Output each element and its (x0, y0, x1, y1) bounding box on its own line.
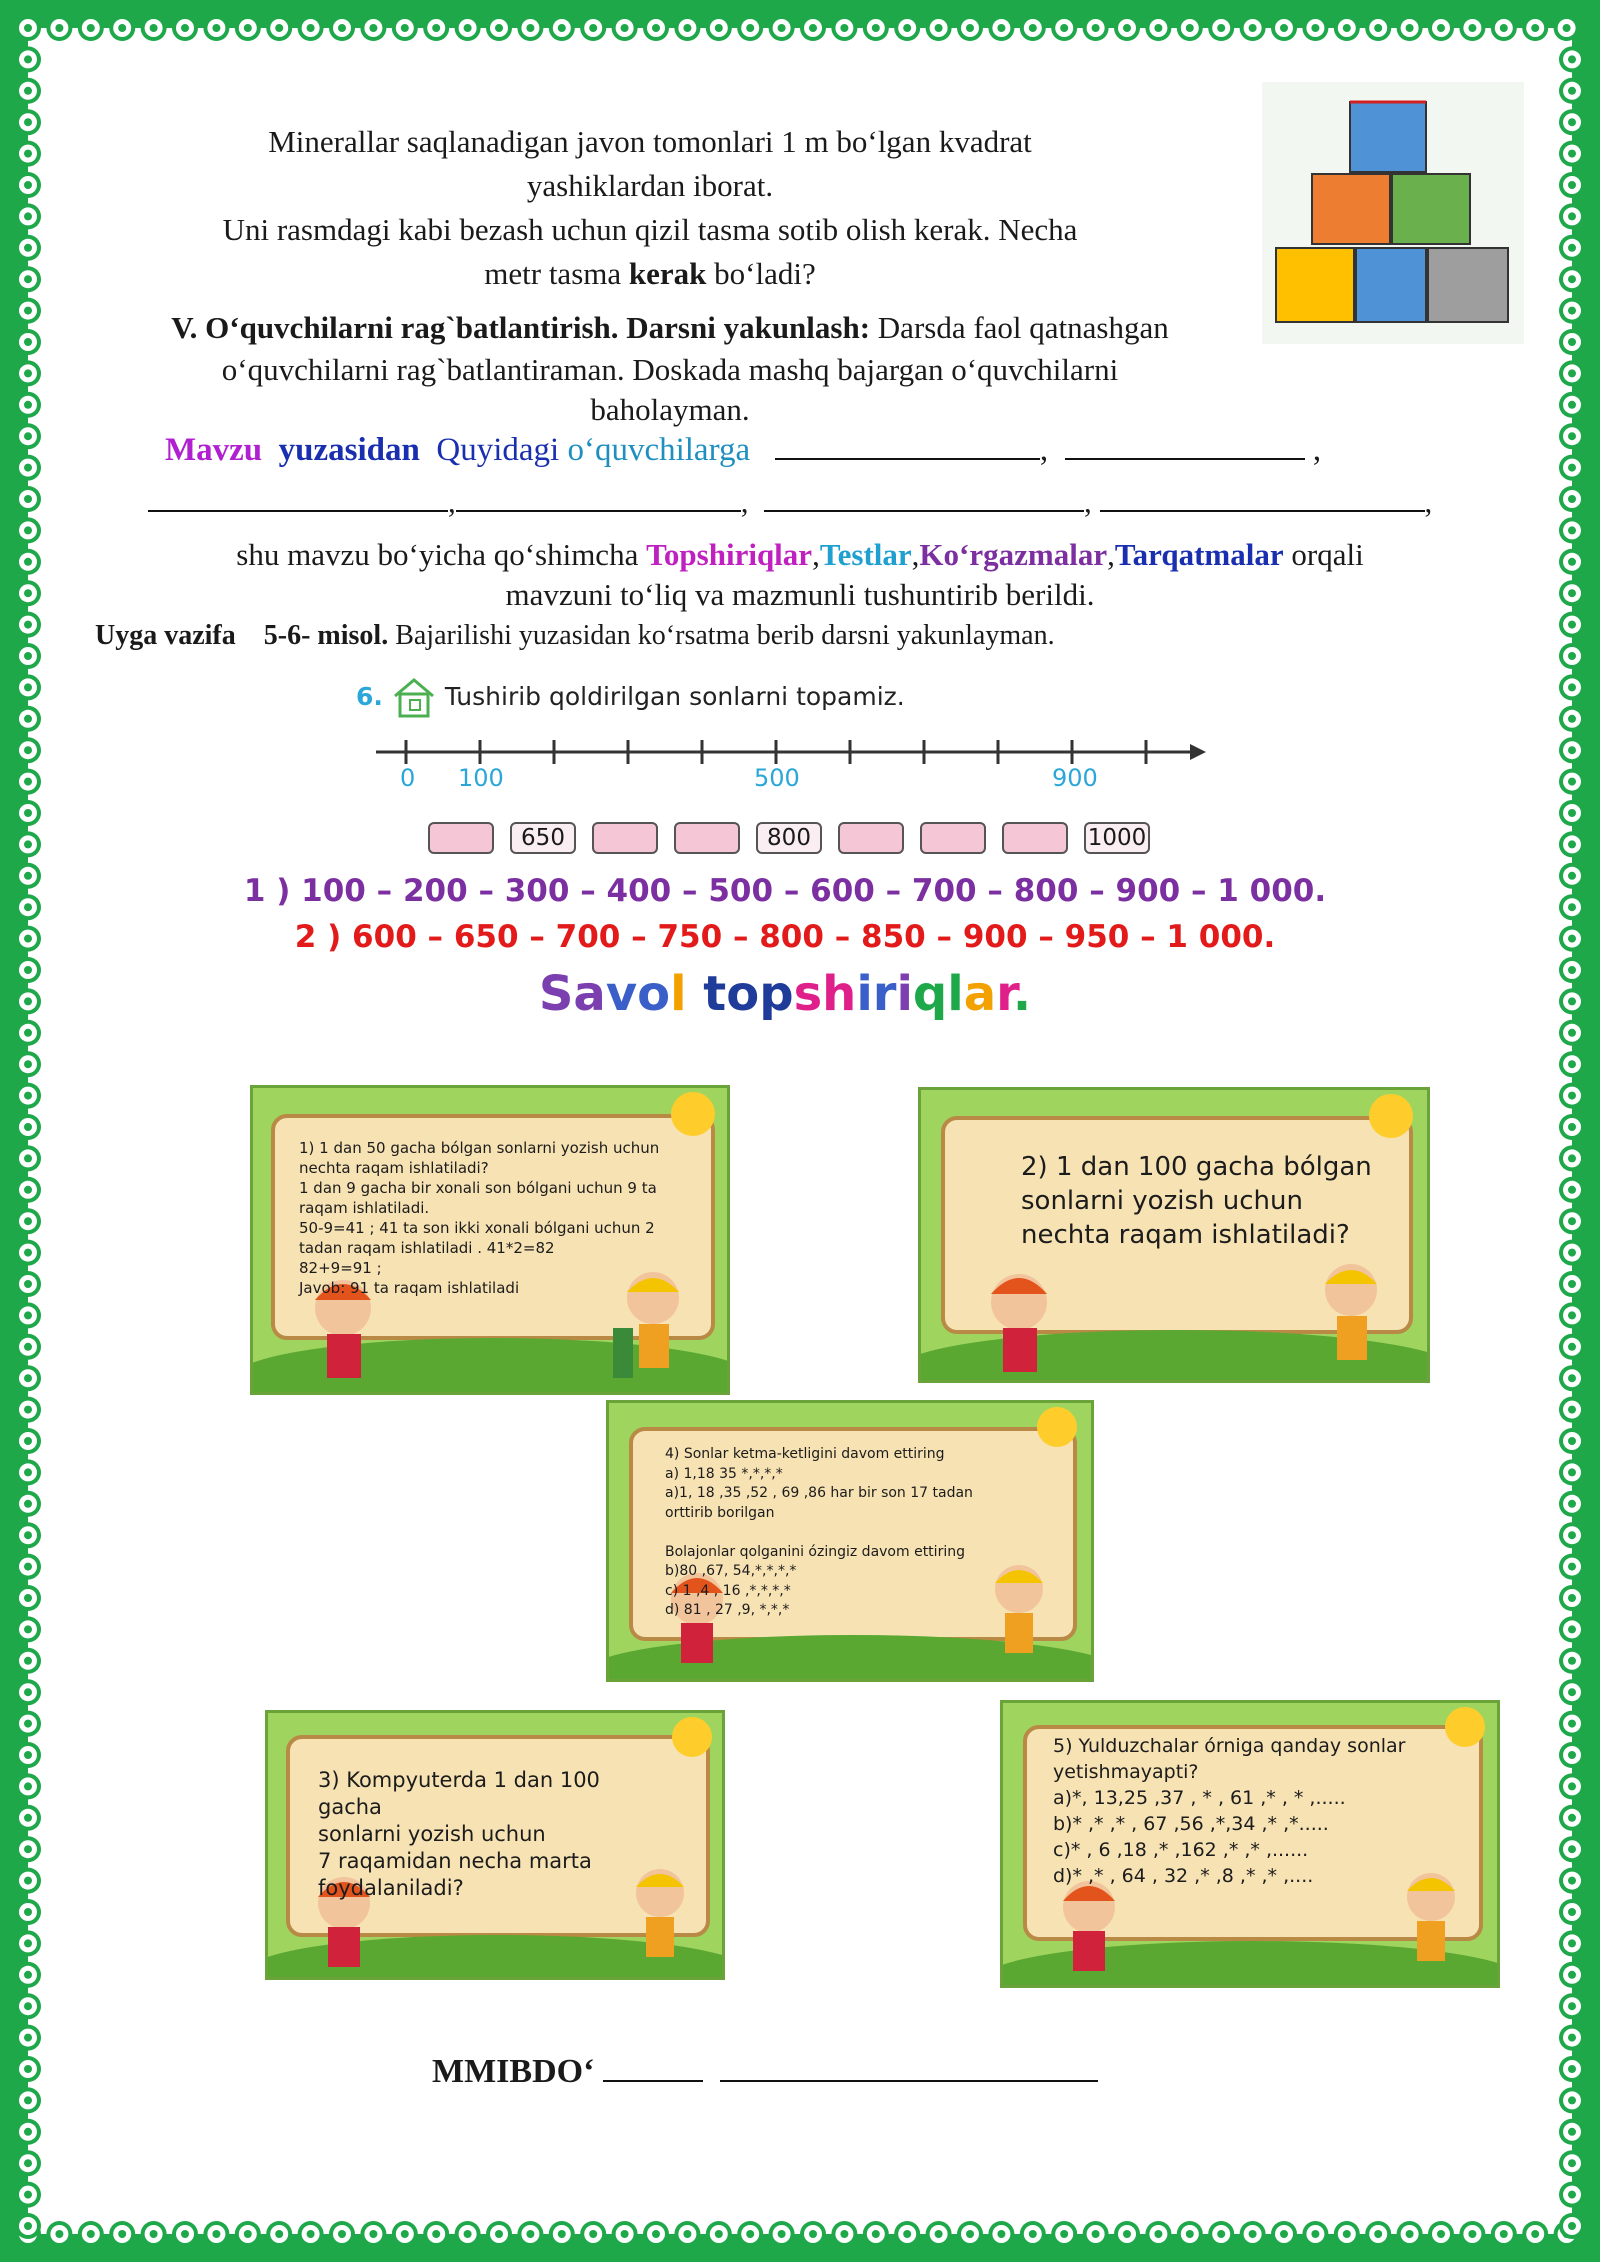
savol-heading (0, 964, 1570, 1024)
answer-box-6[interactable] (838, 822, 904, 854)
slide-4 (606, 1400, 1094, 1682)
section-5-line-3: baholayman. (590, 392, 750, 427)
savol-letter: t (703, 966, 727, 1022)
resources-line-1 (90, 534, 1510, 576)
blank-6[interactable] (1100, 480, 1425, 512)
savol-letter: p (759, 966, 794, 1022)
box-stack-image (1262, 82, 1524, 344)
comma: , (1424, 484, 1433, 519)
house-icon (391, 676, 437, 720)
answer-box-7[interactable] (920, 822, 986, 854)
problem-text (100, 120, 1200, 296)
answer-1: 1 ) 100 – 200 – 300 – 400 – 500 – 600 – 700 – 800 – 900 – 1 000. (243, 873, 1327, 909)
homework-label: Uyga vazifa (95, 620, 236, 651)
footer-blank-2[interactable] (720, 2050, 1098, 2082)
exercise-6-number: 6. (356, 682, 383, 711)
savol-letter: o (726, 966, 760, 1022)
axis-label-500: 500 (754, 764, 800, 792)
slide-5 (1000, 1700, 1500, 1988)
savol-letter: r (872, 966, 897, 1022)
comma: , (448, 484, 456, 519)
slide-2 (918, 1087, 1430, 1383)
axis-labels (0, 764, 1600, 798)
mavzu-line (165, 428, 1465, 472)
savol-letter: l (947, 966, 964, 1022)
section-5-text-1: Darsda faol qatnashgan (870, 310, 1169, 345)
savol-letter: l (670, 966, 687, 1022)
axis-label-100: 100 (458, 764, 504, 792)
blank-3[interactable] (148, 480, 448, 512)
answer-box-9: 1000 (1084, 822, 1150, 854)
slide-4-text: 4) Sonlar ketma-ketligini davom ettiring a) 1,18 35 *,*,*,* a)1, 18 ,35 ,52 , 69 ,86 har bir son 17 tadan orttirib borilgan Bolajonlar qolganini ózingiz davom ettiring b)80 ,67, 54,*,*,*,* c) 1 ,4 , 16 ,*,*,*,* d) 81 , 27 ,9, *,*,* (665, 1446, 973, 1618)
slide-1 (250, 1085, 730, 1395)
savol-letter: q (912, 966, 948, 1022)
slide-1-text: 1) 1 dan 50 gacha bólgan sonlarni yozish uchun nechta raqam ishlatiladi? 1 dan 9 gacha bir xonali son bólgani uchun 9 ta raqam ishlatiladi. 50-9=41 ; 41 ta son ikki xonali bólgani uchun 2 tadan raqam ishlatiladi . 41*2=82 82+9=91 ; Javob: 91 ta raqam ishlatiladi (299, 1139, 660, 1297)
footer-label: MMIBDO‘ (432, 2053, 595, 2090)
answer-box-2: 650 (510, 822, 576, 854)
sep: , (1107, 537, 1115, 572)
blank-1[interactable] (775, 428, 1040, 460)
resource-topshiriqlar: Topshiriqlar (646, 537, 813, 572)
homework-text: Bajarilishi yuzasidan ko‘rsatma berib darsni yakunlayman. (388, 620, 1055, 651)
blanks-line (148, 480, 1448, 524)
problem-line-1: Minerallar saqlanadigan javon tomonlari 1 m bo‘lgan kvadrat (268, 124, 1032, 159)
slide-5-text: 5) Yulduzchalar órniga qanday sonlar yetishmayapti? a)*, 13,25 ,37 , * , 61 ,* , * ,..... b)* ,* ,* , 67 ,56 ,*,34 ,* ,*..... c)* , 6 ,18 ,* ,162 ,* ,* ,...... d)* ,* , 64 , 32 ,* ,8 ,* ,* ,.... (1053, 1735, 1406, 1887)
problem-line-4 (100, 252, 1200, 296)
number-boxes (0, 822, 1600, 858)
homework-task: 5-6- misol. (263, 620, 389, 651)
savol-letter: i (856, 966, 873, 1022)
answer-box-3[interactable] (592, 822, 658, 854)
resource-testlar: Testlar (819, 537, 912, 572)
blank-5[interactable] (764, 480, 1084, 512)
sep: , (812, 537, 820, 572)
resources-suffix: orqali (1283, 537, 1364, 572)
comma: , (1039, 432, 1049, 468)
savol-letter: a (963, 966, 997, 1022)
comma: , (740, 484, 749, 519)
section-5-line-2: o‘quvchilarni rag`batlantiraman. Doskada mashq bajargan o‘quvchilarni (221, 352, 1119, 387)
axis-label-0: 0 (400, 764, 416, 792)
problem-line-4-bold: kerak (628, 256, 707, 291)
answer-box-8[interactable] (1002, 822, 1068, 854)
mavzu-word-4: o‘quvchilarga (567, 432, 751, 468)
section-5-line-1 (90, 306, 1250, 350)
answer-box-1[interactable] (428, 822, 494, 854)
sep: , (911, 537, 920, 572)
exercise-6-header (356, 676, 905, 720)
savol-letter: s (793, 966, 823, 1022)
blank-4[interactable] (456, 480, 741, 512)
savol-letter: S (538, 966, 574, 1022)
resource-korgazmalar: Ko‘rgazmalar (919, 537, 1108, 572)
problem-line-4-b: bo‘ladi? (706, 256, 816, 291)
savol-letter: a (573, 966, 606, 1022)
mavzu-word-3: Quyidagi (436, 432, 560, 468)
footer (432, 2050, 1098, 2091)
homework (95, 618, 1055, 654)
slide-3 (265, 1710, 725, 1980)
resource-tarqatmalar: Tarqatmalar (1114, 537, 1284, 572)
section-5-heading: V. O‘quvchilarni rag`batlantirish. Darsni yakunlash: (171, 310, 871, 345)
exercise-6-title: Tushirib qoldirilgan sonlarni topamiz. (444, 682, 905, 711)
resources-prefix: shu mavzu bo‘yicha qo‘shimcha (236, 537, 647, 572)
axis-label-900: 900 (1052, 764, 1098, 792)
answer-2: 2 ) 600 – 650 – 700 – 750 – 800 – 850 – 900 – 950 – 1 000. (294, 919, 1276, 955)
slide-2-text: 2) 1 dan 100 gacha bólgan sonlarni yozish uchun nechta raqam ishlatiladi? (1021, 1152, 1372, 1250)
problem-line-2: yashiklardan iborat. (526, 168, 774, 203)
answer-box-5: 800 (756, 822, 822, 854)
problem-line-4-a: metr tasma (484, 256, 629, 291)
slide-3-text: 3) Kompyuterda 1 dan 100 gacha sonlarni yozish uchun 7 raqamidan necha marta foydalaniladi? (318, 1768, 600, 1900)
resources-line-2: mavzuni to‘liq va mazmunli tushuntirib berildi. (505, 577, 1095, 612)
savol-letter: v (605, 966, 638, 1022)
footer-blank-1[interactable] (603, 2050, 703, 2082)
savol-letter: o (637, 966, 671, 1022)
comma: , (1084, 484, 1092, 519)
resources (90, 534, 1510, 614)
blank-2[interactable] (1065, 428, 1305, 460)
mavzu-word-1: Mavzu (165, 432, 263, 468)
mavzu-word-2: yuzasidan (278, 432, 420, 468)
savol-letter: r (996, 966, 1013, 1022)
comma: , (1312, 432, 1322, 468)
savol-letter (687, 966, 704, 1022)
savol-letter: h (822, 966, 857, 1022)
problem-line-3: Uni rasmdagi kabi bezash uchun qizil tasma sotib olish kerak. Necha (222, 212, 1078, 247)
answer-box-4[interactable] (674, 822, 740, 854)
savol-letter: i (896, 966, 913, 1022)
section-5 (90, 306, 1250, 430)
savol-letter: . (1012, 966, 1032, 1022)
